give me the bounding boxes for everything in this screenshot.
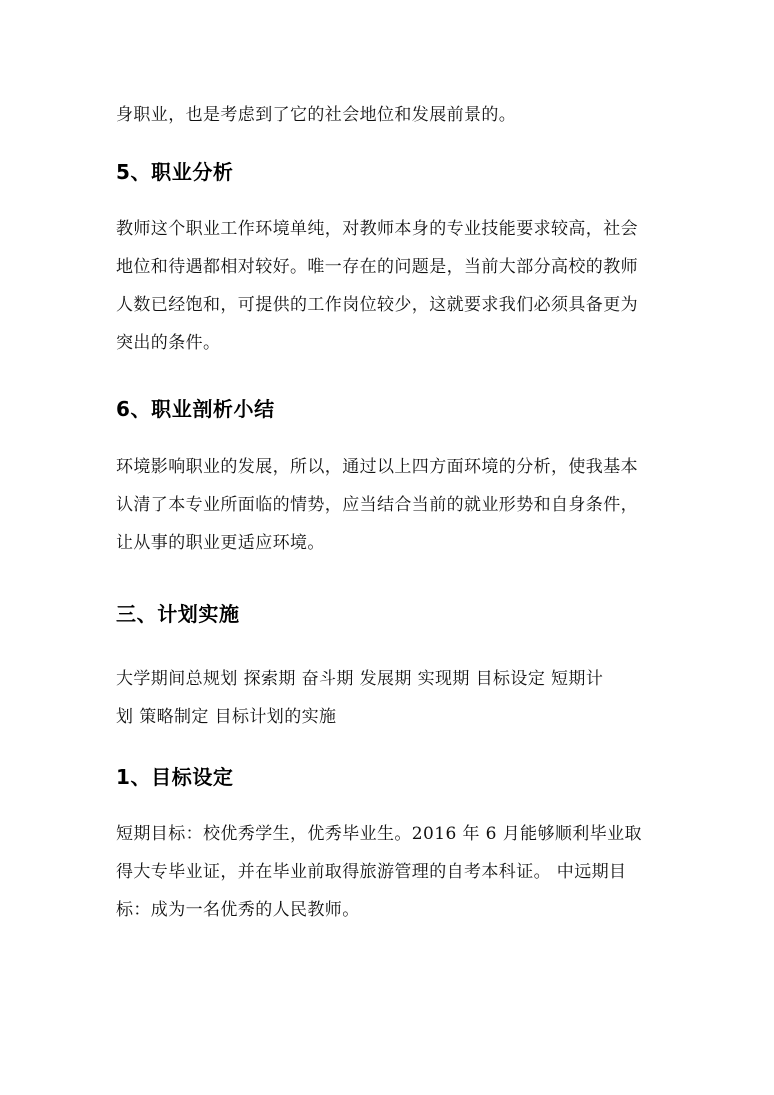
text-line: 大学期间总规划 探索期 奋斗期 发展期 实现期 目标设定 短期计 [116,669,604,689]
heading-career-analysis: 5、职业分析 [116,160,234,184]
heading-plan-implementation: 三、计划实施 [116,602,240,626]
heading-career-summary: 6、职业剖析小结 [116,397,275,421]
text-line: 人数已经饱和，可提供的工作岗位较少，这就要求我们必须具备更为 [116,295,638,315]
paragraph-plan-overview [116,660,662,736]
text-line: 让从事的职业更适应环境。 [116,533,325,553]
text-line: 突出的条件。 [116,333,221,353]
text-line: 划 策略制定 目标计划的实施 [116,707,337,727]
paragraph-continuation [116,96,662,134]
text-line: 认清了本专业所面临的情势，应当结合当前的就业形势和自身条件， [116,495,638,515]
text-line: 短期目标：校优秀学生，优秀毕业生。2016 年 6 月能够顺利毕业取 [116,824,642,844]
heading-goal-setting: 1、目标设定 [116,765,234,789]
text-line: 地位和待遇都相对较好。唯一存在的问题是，当前大部分高校的教师 [116,257,638,277]
paragraph-career-summary [116,448,662,562]
text-line: 身职业，也是考虑到了它的社会地位和发展前景的。 [116,105,517,125]
text-line: 标：成为一名优秀的人民教师。 [116,900,360,920]
text-line: 环境影响职业的发展，所以，通过以上四方面环境的分析，使我基本 [116,457,638,477]
text-line: 得大专毕业证，并在毕业前取得旅游管理的自考本科证。 中远期目 [116,862,627,882]
text-line: 教师这个职业工作环境单纯，对教师本身的专业技能要求较高，社会 [116,219,638,239]
paragraph-goal-setting [116,815,662,929]
paragraph-career-analysis [116,210,662,362]
